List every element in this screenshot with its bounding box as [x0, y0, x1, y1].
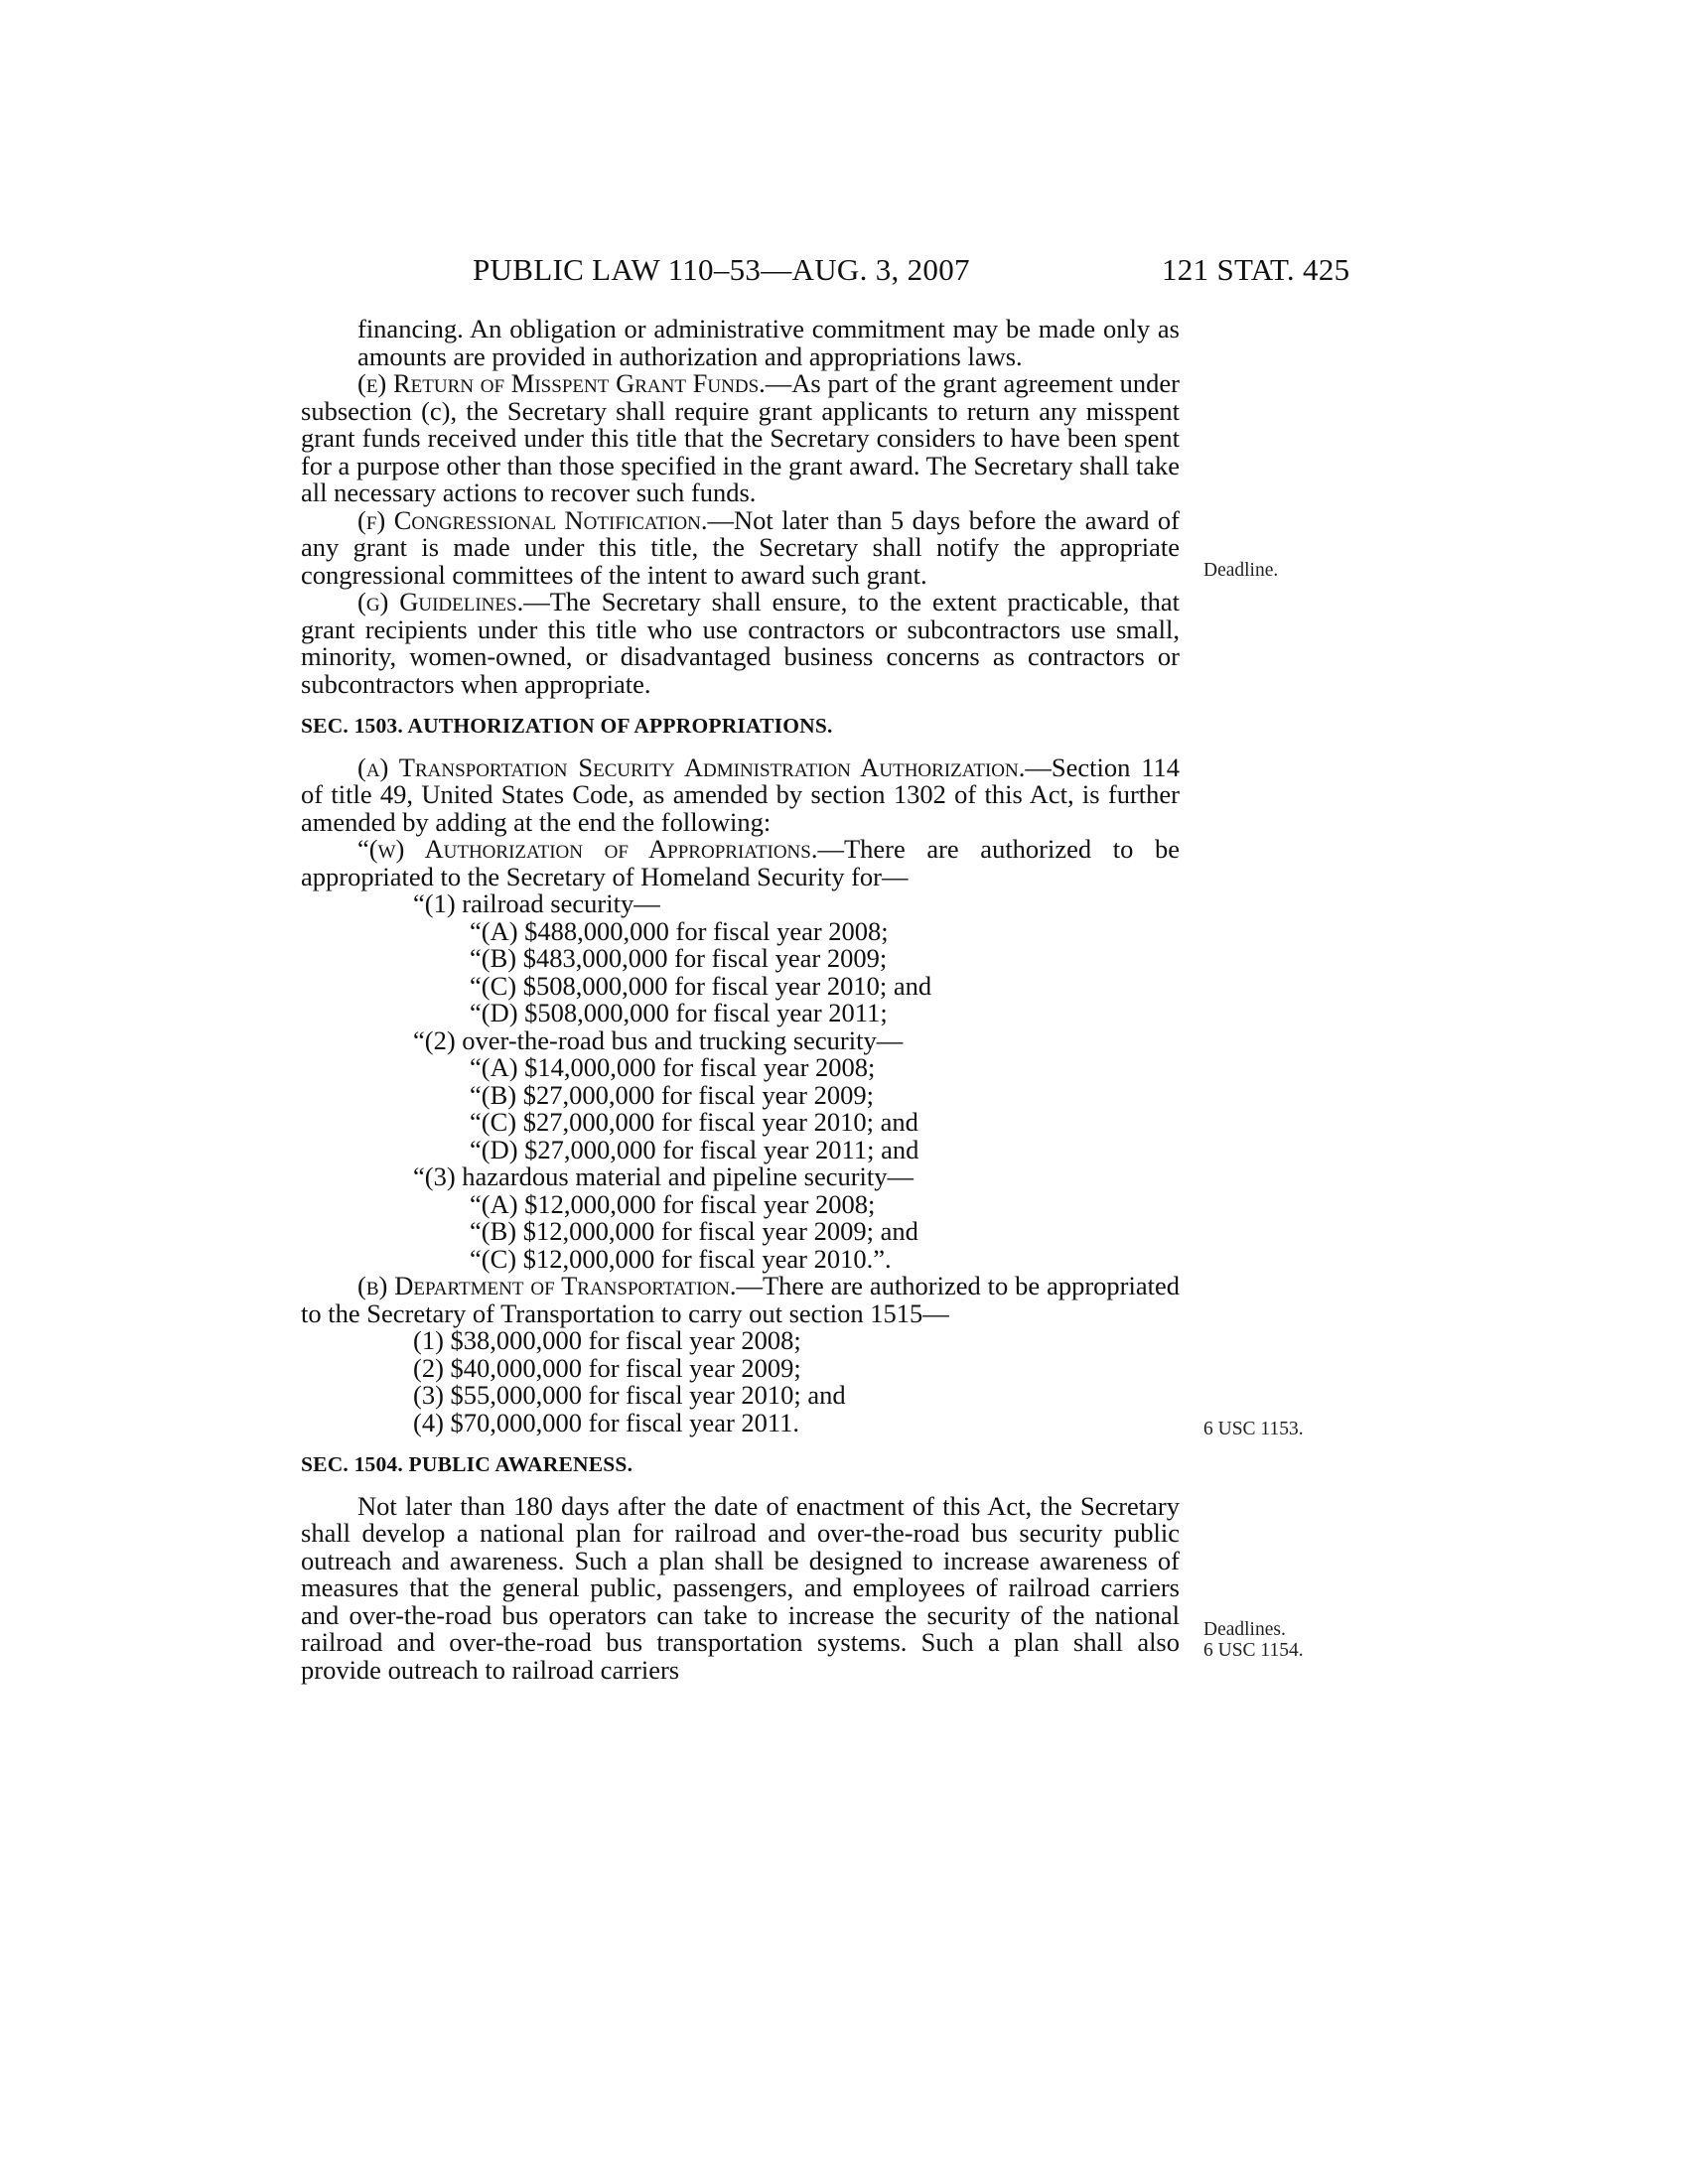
subsection-g-heading: (g) Guidelines.	[357, 587, 524, 616]
subsection-a	[301, 751, 1180, 837]
list-item: “(A) $14,000,000 for fiscal year 2008;	[470, 1052, 876, 1082]
list-item: “(D) $27,000,000 for fiscal year 2011; and	[470, 1134, 919, 1164]
list-item: “(C) $27,000,000 for fiscal year 2010; and	[470, 1107, 918, 1137]
stat-page-number: 121 STAT. 425	[1162, 252, 1350, 287]
list-item: “(1) railroad security—	[413, 888, 660, 918]
margin-note-usc-1154: 6 USC 1154.	[1203, 1640, 1304, 1661]
list-item: “(A) $12,000,000 for fiscal year 2008;	[470, 1188, 876, 1219]
subsection-b	[301, 1273, 1180, 1327]
list-item: “(C) $12,000,000 for fiscal year 2010.”.	[470, 1243, 892, 1274]
list-item: “(B) $483,000,000 for fiscal year 2009;	[470, 943, 888, 973]
appropriations-list-w	[301, 890, 1180, 1273]
list-item: “(2) over-the-road bus and trucking security—	[413, 1024, 904, 1055]
margin-note-usc-1153: 6 USC 1153.	[1203, 1419, 1304, 1439]
section-1504-heading: SEC. 1504. PUBLIC AWARENESS.	[301, 1452, 633, 1476]
list-item: (3) $55,000,000 for fiscal year 2010; and	[413, 1380, 846, 1410]
subsection-e	[301, 370, 1180, 507]
running-title: PUBLIC LAW 110–53—AUG. 3, 2007	[473, 252, 970, 287]
subsection-w-text: —There are authorized to be appropriated to the Secretary of Homeland Security for—	[301, 834, 1180, 891]
list-item: “(B) $27,000,000 for fiscal year 2009;	[470, 1079, 874, 1110]
subsection-b-heading: (b) Department of Transportation.	[357, 1271, 737, 1300]
list-item: “(B) $12,000,000 for fiscal year 2009; and	[470, 1216, 918, 1246]
subsection-e-text: —As part of the grant agreement under subsection (c), the Secretary shall require grant applicants to return any misspent grant funds received under this title that the Secretary considers to have been spent for a purpose other than those specified in the grant award. The Secretary shall take all necessary actions to recover such funds.	[301, 368, 1180, 507]
page-header	[0, 252, 1688, 292]
subsection-f	[301, 504, 1180, 590]
section-1503-heading: SEC. 1503. AUTHORIZATION OF APPROPRIATIONS.	[301, 714, 833, 738]
subsection-b-text: —There are authorized to be appropriated to the Secretary of Transportation to carry out section 1515—	[301, 1271, 1180, 1328]
subsection-a-text: —Section 114 of title 49, United States Code, as amended by section 1302 of this Act, is further amended by adding at the end the following:	[301, 751, 1180, 837]
list-item: (2) $40,000,000 for fiscal year 2009;	[413, 1352, 801, 1383]
subsection-g-text: —The Secretary shall ensure, to the extent practicable, that grant recipients under this title who use contractors or subcontractors use small, minority, women-owned, or disadvantaged business concerns as contractors or subcontractors when appropriate.	[301, 587, 1180, 699]
appropriations-list-b	[301, 1327, 1180, 1436]
subsection-w	[301, 836, 1180, 890]
body-text	[301, 316, 1180, 1684]
list-item: (4) $70,000,000 for fiscal year 2011.	[413, 1407, 800, 1437]
subsection-g	[301, 589, 1180, 698]
list-item: (1) $38,000,000 for fiscal year 2008;	[413, 1325, 801, 1355]
margin-note-deadline: Deadline.	[1203, 560, 1279, 581]
subsection-f-heading: (f) Congressional Notification.	[357, 504, 708, 535]
list-item: “(3) hazardous material and pipeline security—	[413, 1161, 914, 1191]
list-item: “(C) $508,000,000 for fiscal year 2010; and	[470, 970, 932, 1001]
subsection-f-text: —Not later than 5 days before the award of any grant is made under this title, the Secretary shall notify the appropriate congressional committees of the intent to award such grant.	[301, 504, 1180, 590]
list-item: “(A) $488,000,000 for fiscal year 2008;	[470, 915, 889, 946]
list-item: “(D) $508,000,000 for fiscal year 2011;	[470, 998, 888, 1027]
margin-note-deadlines: Deadlines.	[1203, 1619, 1286, 1640]
subsection-e-heading: (e) Return of Misspent Grant Funds.	[357, 368, 766, 398]
subsection-a-heading: (a) Transportation Security Administration Authorization.	[357, 751, 1026, 782]
paragraph-continuation: financing. An obligation or administrative commitment may be made only as amounts are provided in authorization and appropriations laws.	[357, 314, 1180, 371]
subsection-w-heading: “(w) Authorization of Appropriations.	[357, 834, 818, 864]
section-1504-text: Not later than 180 days after the date of enactment of this Act, the Secretary shall develop a national plan for railroad and over-the-road bus security public outreach and awareness. Such a plan shall be designed to increase awareness of measures that the general public, passengers, and employees of railroad carriers and over-the-road bus operators can take to increase the security of the national railroad and over-the-road bus transportation systems. Such a plan shall also provide outreach to railroad carriers	[301, 1490, 1180, 1685]
